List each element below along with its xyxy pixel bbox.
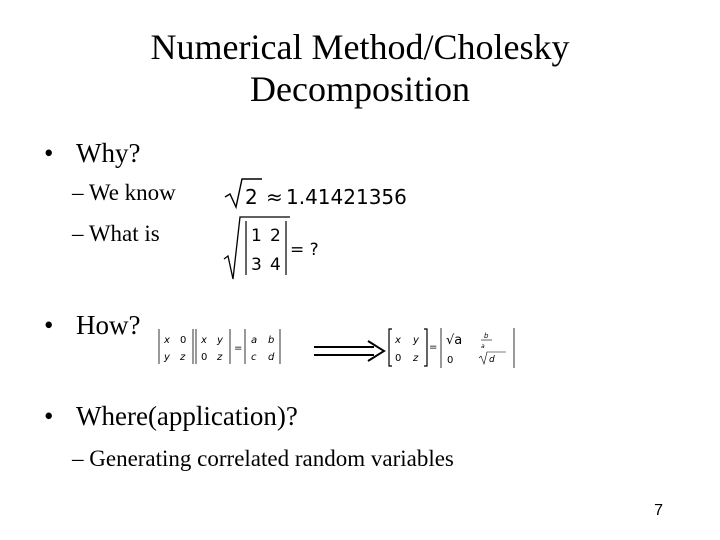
sub-item-text: We know <box>88 180 176 205</box>
matrix-sqrt-formula <box>222 213 332 283</box>
matrix-cell: 4 <box>270 255 281 275</box>
matrix-cell: √a <box>446 333 463 348</box>
sqrt2-value: 1.41421356 <box>286 185 407 209</box>
slide-title <box>0 26 720 110</box>
matrix-cell: y <box>164 352 170 363</box>
slide-title-line-2: Decomposition <box>250 69 470 109</box>
sub-item-text: Generating correlated random variables <box>89 446 454 471</box>
matrix-cell: z <box>413 353 419 364</box>
implies-arrow-icon <box>312 340 388 362</box>
matrix-cell: 2 <box>270 226 281 246</box>
bullet-why <box>44 137 140 169</box>
matrix-cell: a <box>251 335 258 346</box>
bullet-dot: • <box>44 401 54 431</box>
dash: – <box>72 446 84 471</box>
matrix-cell: d <box>489 355 495 365</box>
sub-item-text: What is <box>88 221 160 246</box>
sqrt2-approx-formula <box>222 176 412 210</box>
bullet-where <box>44 400 298 432</box>
matrix-cell: x <box>164 335 170 346</box>
cholesky-matrix-equation <box>156 326 286 368</box>
matrix-cell: x <box>201 335 207 346</box>
matrix-cell: 3 <box>251 255 262 275</box>
sub-item-generating <box>72 445 454 473</box>
bullet-dot: • <box>44 310 54 340</box>
sqrt2-radicand: 2 <box>245 185 258 209</box>
slide-title-line-1: Numerical Method/Cholesky <box>150 27 570 67</box>
matrix-cell: 0 <box>201 352 208 363</box>
matrix-cell: b <box>268 335 275 346</box>
matrix-cell: y <box>217 335 223 346</box>
page-number: 7 <box>654 502 663 519</box>
bullet-where-label: Where(application)? <box>76 401 298 431</box>
approx-symbol: ≈ <box>266 185 283 209</box>
equals-question: = ? <box>290 240 319 260</box>
matrix-cell: a <box>481 343 485 350</box>
bullet-how <box>44 309 140 341</box>
matrix-cell: x <box>395 335 401 346</box>
dash: – <box>72 221 84 246</box>
dash: – <box>72 180 84 205</box>
sub-item-we-know <box>72 179 176 207</box>
bullet-why-label: Why? <box>76 138 141 168</box>
matrix-cell: 0 <box>395 353 402 364</box>
matrix-cell: 0 <box>447 355 454 366</box>
matrix-cell: 0 <box>180 335 187 346</box>
matrix-cell: b <box>484 332 489 340</box>
matrix-cell: z <box>180 352 186 363</box>
equals-symbol: = <box>429 342 438 353</box>
matrix-cell: z <box>217 352 223 363</box>
matrix-cell: c <box>251 352 257 363</box>
bullet-how-label: How? <box>76 310 141 340</box>
sub-item-what-is <box>72 220 160 248</box>
cholesky-result-equation <box>386 326 521 372</box>
matrix-cell: 1 <box>251 226 262 246</box>
matrix-cell: y <box>413 335 419 346</box>
bullet-dot: • <box>44 138 54 168</box>
matrix-cell: d <box>268 352 275 363</box>
equals-symbol: = <box>234 343 243 354</box>
